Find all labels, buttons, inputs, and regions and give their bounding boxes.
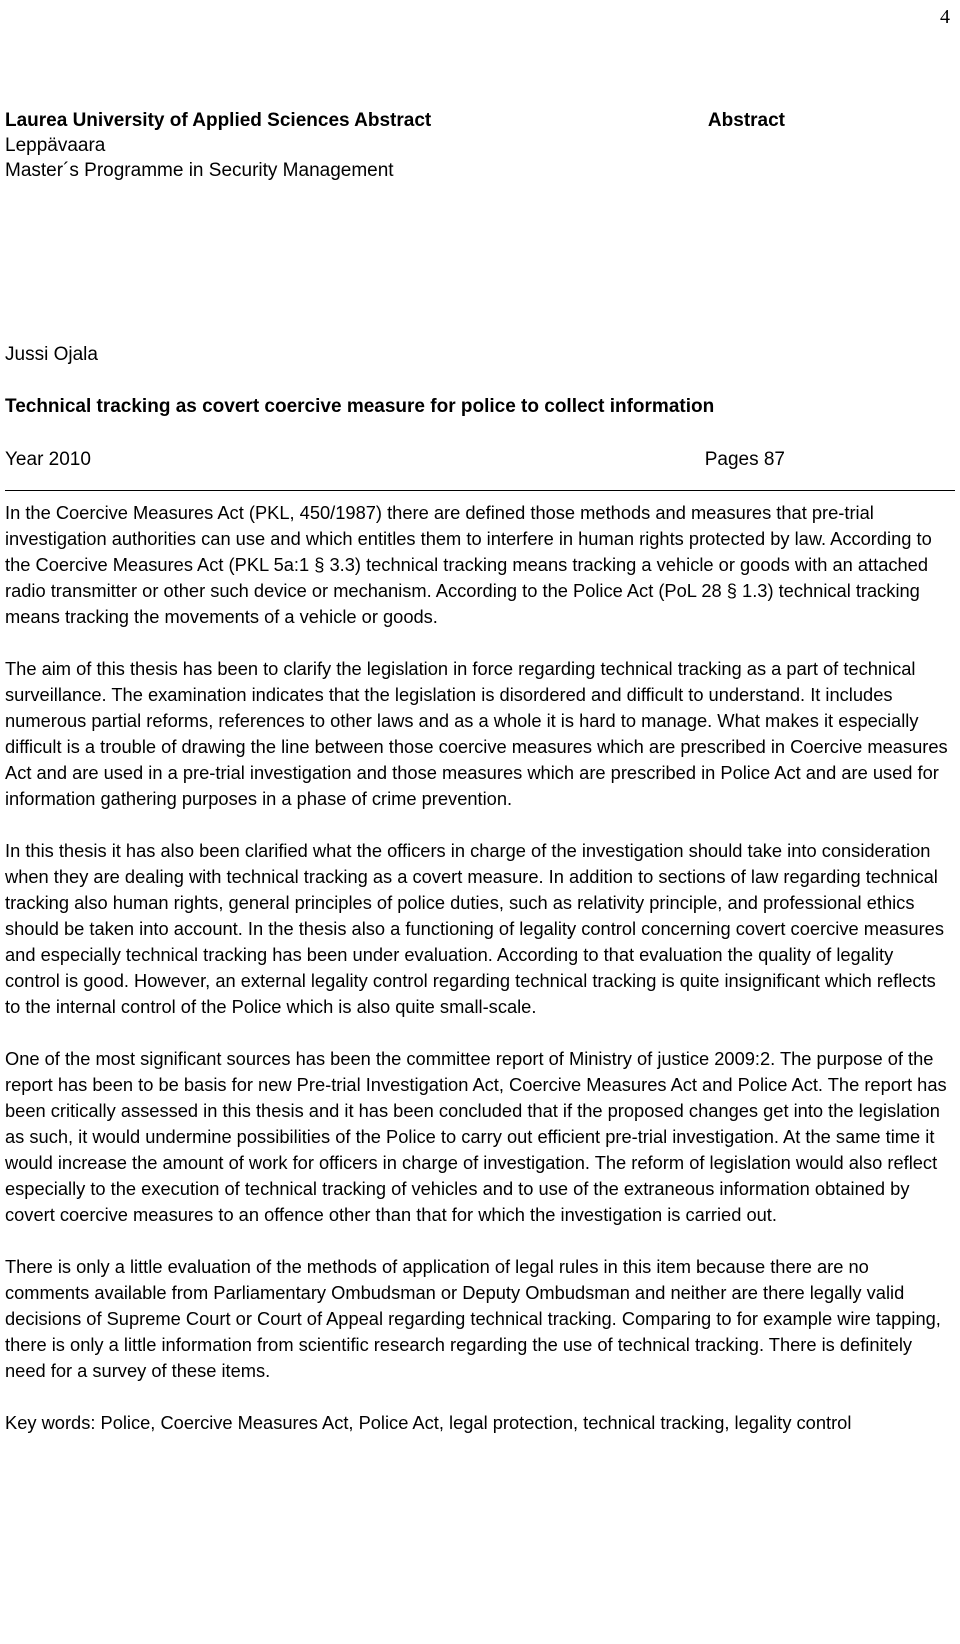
institution-name: Laurea University of Applied Sciences Abstract	[5, 110, 432, 131]
page-number: 4	[940, 6, 950, 28]
paragraph-considerations: In this thesis it has also been clarified what the officers in charge of the investigation should take into consideration when they are dealing with technical tracking as a covert measure. In addition to sections of law regarding technical tracking also human rights, general principles of police duties, such as relativity principle, and professional ethics should be taken into account. In the thesis also a functioning of legality control concerning covert coercive measures and especially technical tracking has been under evaluation. According to that evaluation the quality of legality control is good. However, an external legality control regarding technical tracking is quite insignificant which reflects to the internal control of the Police which is also quite small-scale.	[5, 840, 944, 1017]
document-type-label: Abstract	[707, 110, 785, 131]
document-header	[5, 108, 785, 183]
divider	[5, 490, 955, 491]
keywords: Key words: Police, Coercive Measures Act, Police Act, legal protection, technical tracking, legality control	[5, 1412, 852, 1433]
author-name: Jussi Ojala	[5, 344, 98, 365]
meta-row	[5, 449, 785, 471]
abstract-body	[5, 500, 953, 1462]
thesis-title: Technical tracking as covert coercive measure for police to collect information	[5, 396, 715, 417]
paragraph-sources: One of the most significant sources has been the committee report of Ministry of justice 2009:2. The purpose of the report has been to be basis for new Pre-trial Investigation Act, Coercive Measures Act and Police Act. The report has been critically assessed in this thesis and it has been concluded that if the proposed changes get into the legislation as such, it would undermine possibilities of the Police to carry out efficient pre-trial investigation. At the same time it would increase the amount of work for officers in charge of investigation. The reform of legislation would also reflect especially to the execution of technical tracking of vehicles and to use of the extraneous information obtained by covert coercive measures to an offence other than that for which the investigation is carried out.	[5, 1048, 947, 1225]
campus-name: Leppävaara	[5, 135, 106, 156]
programme-name: Master´s Programme in Security Management	[5, 160, 394, 181]
paragraph-evaluation: There is only a little evaluation of the methods of application of legal rules in this item because there are no comments available from Parliamentary Ombudsman or Deputy Ombudsman and neither are there legally valid decisions of Supreme Court or Court of Appeal regarding technical tracking. Comparing to for example wire tapping, there is only a little information from scientific research regarding the use of technical tracking. There is definitely need for a survey of these items.	[5, 1256, 941, 1381]
paragraph-aim: The aim of this thesis has been to clarify the legislation in force regarding technical tracking as a part of technical surveillance. The examination indicates that the legislation is disordered and difficult to understand. It includes numerous partial reforms, references to other laws and as a whole it is hard to manage. What makes it especially difficult is a trouble of drawing the line between those coercive measures which are prescribed in Coercive measures Act and are used in a pre-trial investigation and those measures which are prescribed in Police Act and are used for information gathering purposes in a phase of crime prevention.	[5, 658, 948, 809]
paragraph-definitions: In the Coercive Measures Act (PKL, 450/1987) there are defined those methods and measures that pre-trial investigation authorities can use and which entitles them to interfere in human rights protected by law. According to the Coercive Measures Act (PKL 5a:1 § 3.3) technical tracking means tracking a vehicle or goods with an attached radio transmitter or other such device or mechanism. According to the Police Act (PoL 28 § 1.3) technical tracking means tracking the movements of a vehicle or goods.	[5, 502, 932, 627]
page-count: Pages 87	[704, 449, 785, 470]
year: Year 2010	[5, 449, 91, 470]
